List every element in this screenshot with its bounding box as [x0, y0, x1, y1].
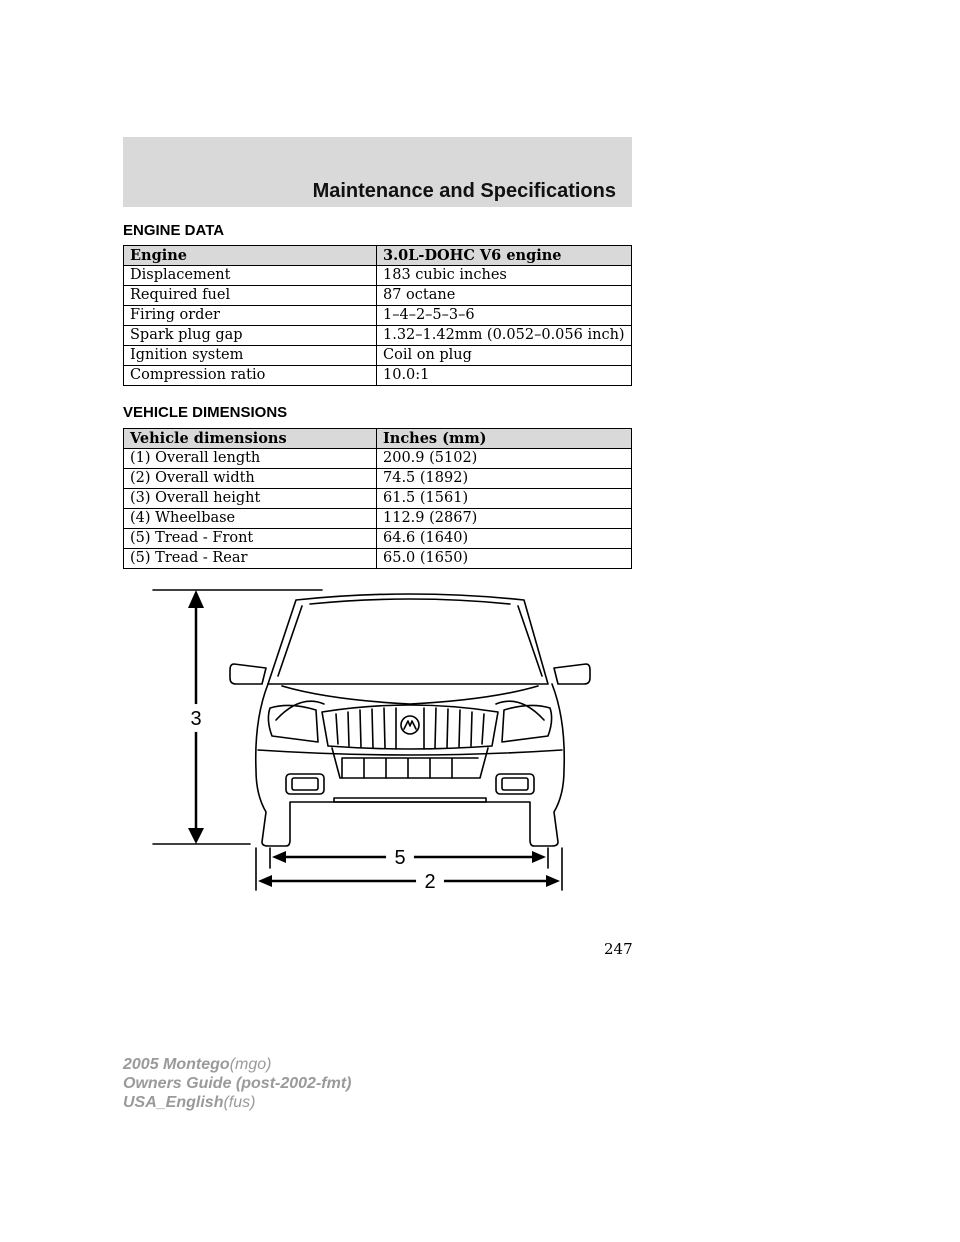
- table-cell: 1.32–1.42mm (0.052–0.056 inch): [377, 326, 632, 346]
- table-cell: 183 cubic inches: [377, 266, 632, 286]
- table-row: [124, 509, 632, 529]
- table-cell: Ignition system: [124, 346, 377, 366]
- table-row: [124, 489, 632, 509]
- table-row: [124, 449, 632, 469]
- table-row: [124, 529, 632, 549]
- page-title: Maintenance and Specifications: [312, 180, 616, 202]
- header-cell: Inches (mm): [377, 429, 632, 449]
- vehicle-dimensions-heading: VEHICLE DIMENSIONS: [123, 404, 288, 421]
- table-cell: (5) Tread - Rear: [124, 549, 377, 569]
- table-cell: 61.5 (1561): [377, 489, 632, 509]
- page-number: 247: [604, 940, 633, 958]
- table-row: [124, 549, 632, 569]
- table-cell: 64.6 (1640): [377, 529, 632, 549]
- table-row: [124, 469, 632, 489]
- table-cell: 87 octane: [377, 286, 632, 306]
- table-cell: Displacement: [124, 266, 377, 286]
- document-footer: [123, 1055, 351, 1112]
- engine-data-table: [123, 245, 632, 386]
- table-cell: (4) Wheelbase: [124, 509, 377, 529]
- table-cell: 10.0:1: [377, 366, 632, 386]
- table-cell: 74.5 (1892): [377, 469, 632, 489]
- table-cell: Required fuel: [124, 286, 377, 306]
- table-cell: Compression ratio: [124, 366, 377, 386]
- header-cell: Vehicle dimensions: [124, 429, 377, 449]
- table-cell: (1) Overall length: [124, 449, 377, 469]
- tread-label: 5: [394, 847, 406, 869]
- footer-line: [123, 1074, 351, 1093]
- table-cell: 112.9 (2867): [377, 509, 632, 529]
- height-label: 3: [190, 708, 202, 730]
- header-cell: Engine: [124, 246, 377, 266]
- footer-model-code: (mgo): [229, 1056, 272, 1073]
- table-row: [124, 326, 632, 346]
- table-header-row: [124, 246, 632, 266]
- table-row: [124, 306, 632, 326]
- vehicle-front-diagram: [150, 580, 600, 900]
- table-cell: 1–4–2–5–3–6: [377, 306, 632, 326]
- vehicle-dimensions-table: [123, 428, 632, 569]
- footer-line: [123, 1093, 351, 1112]
- table-cell: 200.9 (5102): [377, 449, 632, 469]
- footer-language: USA_English: [123, 1094, 224, 1111]
- table-row: [124, 346, 632, 366]
- footer-line: [123, 1055, 351, 1074]
- table-cell: 65.0 (1650): [377, 549, 632, 569]
- table-row: [124, 366, 632, 386]
- table-cell: Coil on plug: [377, 346, 632, 366]
- footer-language-code: (fus): [223, 1094, 256, 1111]
- table-cell: (3) Overall height: [124, 489, 377, 509]
- header-cell: 3.0L-DOHC V6 engine: [377, 246, 632, 266]
- table-cell: (5) Tread - Front: [124, 529, 377, 549]
- footer-model: 2005 Montego: [123, 1056, 230, 1073]
- engine-data-heading: ENGINE DATA: [123, 222, 225, 239]
- header-band: [123, 137, 632, 207]
- footer-guide: Owners Guide (post-2002-fmt): [123, 1075, 352, 1092]
- table-cell: Firing order: [124, 306, 377, 326]
- table-row: [124, 286, 632, 306]
- table-cell: (2) Overall width: [124, 469, 377, 489]
- table-row: [124, 266, 632, 286]
- table-cell: Spark plug gap: [124, 326, 377, 346]
- width-label: 2: [424, 871, 436, 893]
- table-header-row: [124, 429, 632, 449]
